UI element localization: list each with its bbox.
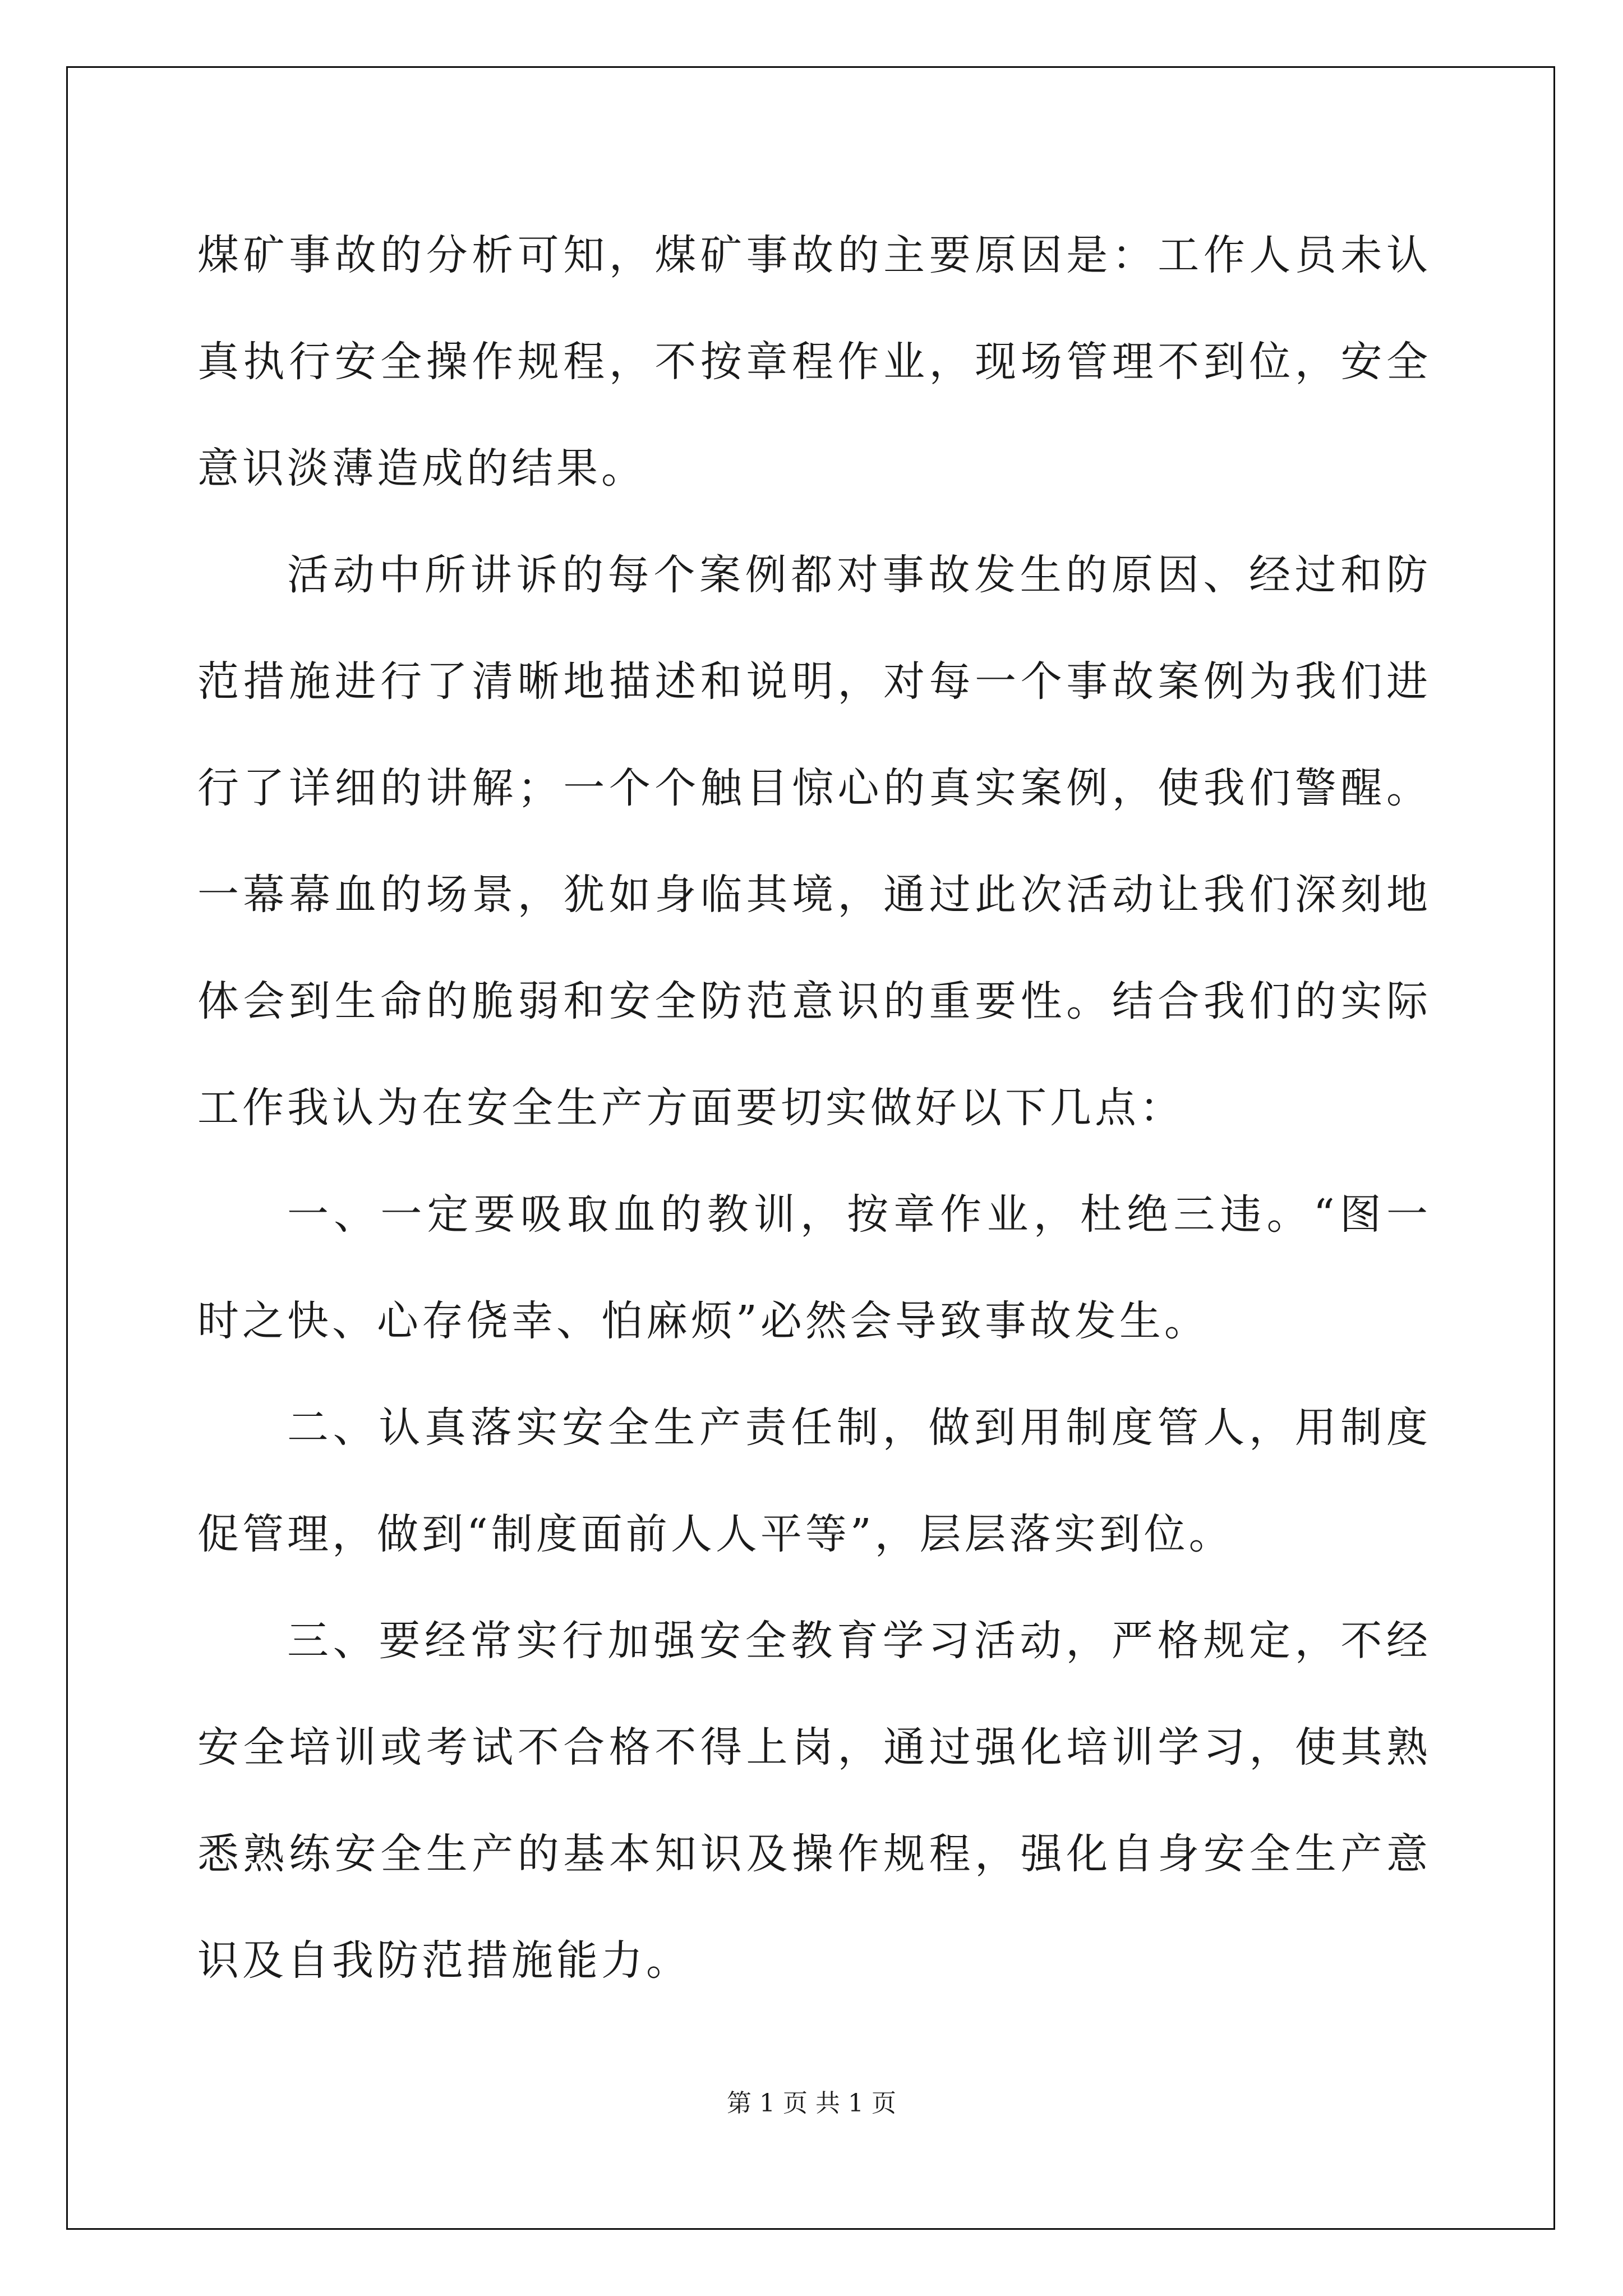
paragraph-5: 三、要经常实行加强安全教育学习活动，严格规定，不经安全培训或考试不合格不得上岗，通过强化培训学习，使其熟悉熟练安全生产的基本知识及操作规程，强化自身安全生产意识及自我防范措施能力。 [197,1617,1431,1985]
document-body [197,202,1431,2014]
page-number-footer: 第 1 页 共 1 页 [727,2089,896,2118]
paragraph-4: 二、认真落实安全生产责任制，做到用制度管人，用制度促管理，做到“制度面前人人平等”，层层落实到位。 [197,1404,1431,1558]
paragraph-1: 煤矿事故的分析可知，煤矿事故的主要原因是：工作人员未认真执行安全操作规程，不按章程作业，现场管理不到位，安全意识淡薄造成的结果。 [197,231,1431,493]
paragraph-2: 活动中所讲诉的每个案例都对事故发生的原因、经过和防范措施进行了清晰地描述和说明，对每一个事故案例为我们进行了详细的讲解；一个个触目惊心的真实案例，使我们警醒。一幕幕血的场景，犹如身临其境，通过此次活动让我们深刻地体会到生命的脆弱和安全防范意识的重要性。结合我们的实际工作我认为在安全生产方面要切实做好以下几点： [197,551,1431,1132]
paragraph-3: 一、一定要吸取血的教训，按章作业，杜绝三违。“图一时之快、心存侥幸、怕麻烦”必然会导致事故发生。 [197,1190,1431,1345]
